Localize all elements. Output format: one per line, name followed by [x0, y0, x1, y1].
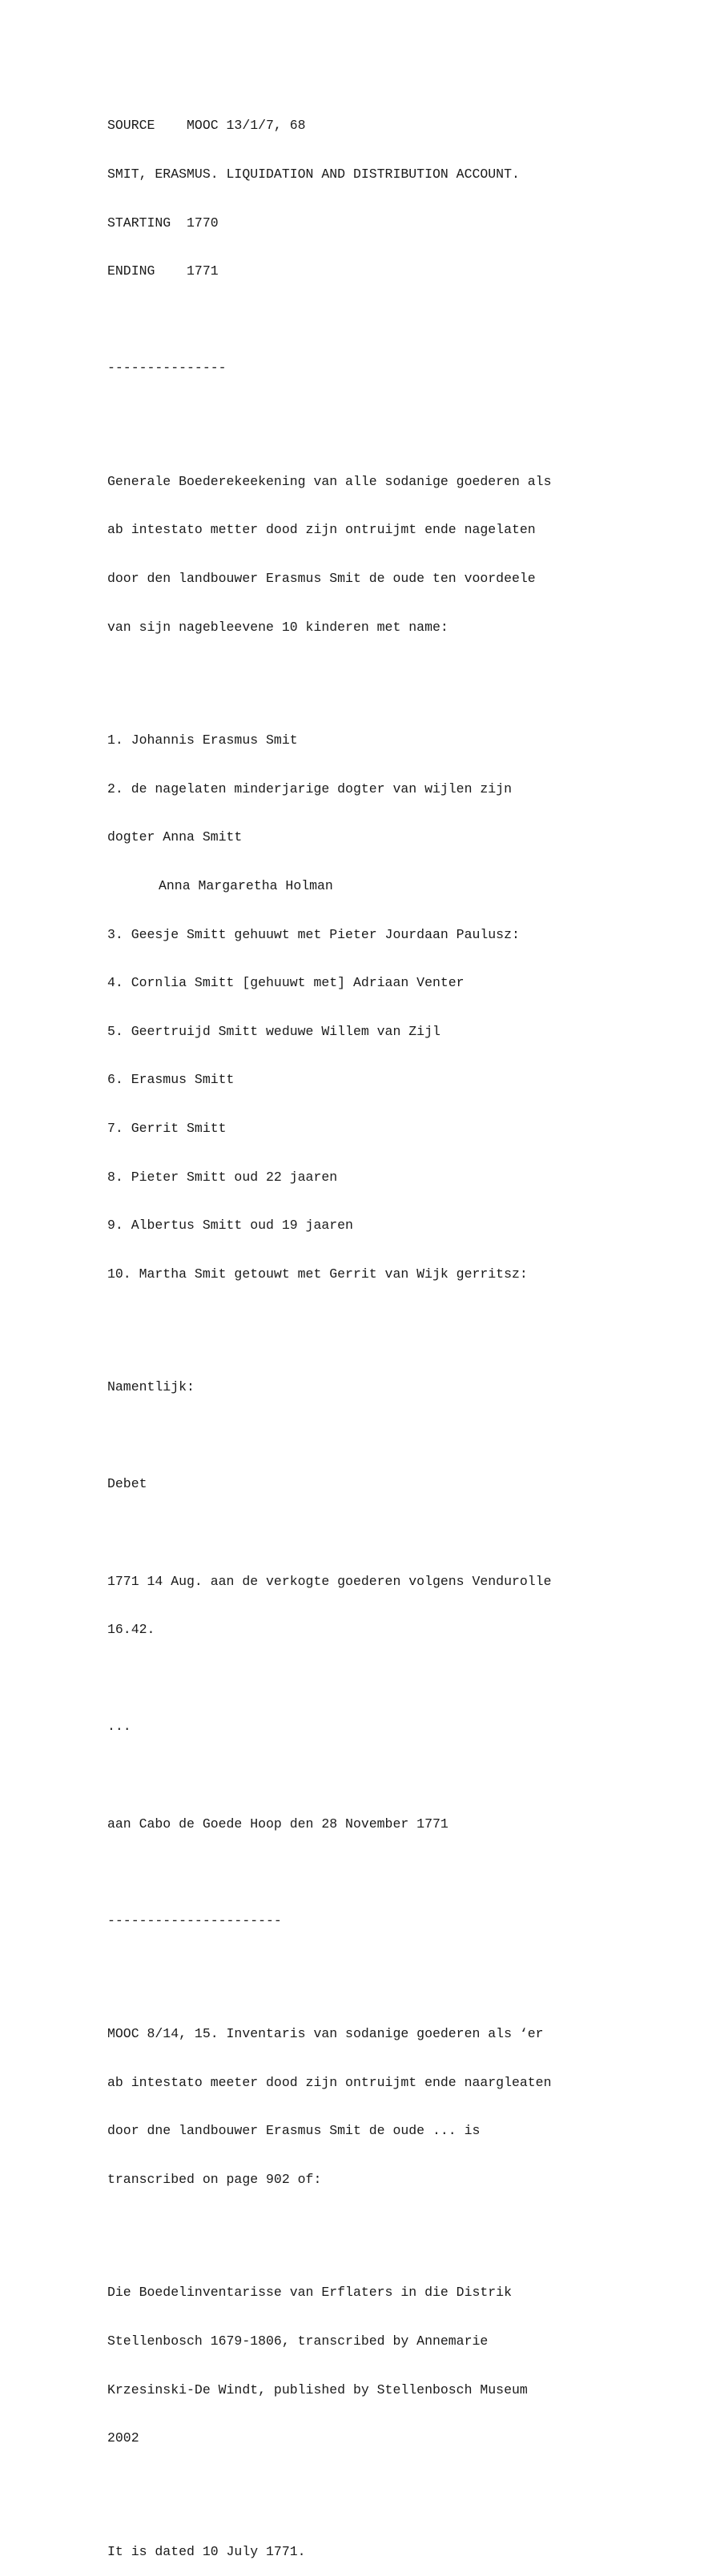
citation-line: Krzesinski-De Windt, published by Stellenbosch Museum: [107, 2381, 528, 2397]
spacer: [107, 1525, 684, 1541]
list-item-continuation: Anna Margaretha Holman: [159, 877, 333, 893]
note-line: MOOC 8/14, 15. Inventaris van sodanige goederen als ‘er: [107, 2026, 544, 2042]
spacer: [107, 1671, 684, 1687]
source-line: SOURCE MOOC 13/1/7, 68: [107, 118, 306, 134]
intro-line: van sijn nagebleevene 10 kinderen met name:: [107, 619, 449, 635]
closing-line: aan Cabo de Goede Hoop den 28 November 1771: [107, 1816, 449, 1832]
list-item: 10. Martha Smit getouwt met Gerrit van Wijk gerritsz:: [107, 1266, 528, 1282]
list-item-continuation: dogter Anna Smitt: [107, 829, 243, 845]
spacer: [107, 409, 684, 425]
citation-line: Die Boedelinventarisse van Erflaters in die Distrik: [107, 2285, 512, 2301]
ellipsis: ...: [107, 1719, 131, 1735]
spacer: [107, 1864, 684, 1880]
spacer: [107, 312, 684, 328]
list-item: 2. de nagelaten minderjarige dogter van wijlen zijn: [107, 780, 512, 796]
debet-heading: Debet: [107, 1476, 147, 1492]
account-divider: ----------------------: [107, 1912, 282, 1928]
list-item: 5. Geertruijd Smitt weduwe Willem van Zijl: [107, 1023, 440, 1039]
list-item: 7. Gerrit Smitt: [107, 1120, 227, 1136]
document-page: [107, 86, 684, 2576]
spacer: [107, 668, 684, 684]
list-item: 1. Johannis Erasmus Smit: [107, 732, 298, 748]
note-line: ab intestato meeter dood zijn ontruijmt ende naargleaten: [107, 2074, 552, 2090]
list-item: 6. Erasmus Smitt: [107, 1072, 235, 1088]
document-title: SMIT, ERASMUS. LIQUIDATION AND DISTRIBUTION ACCOUNT.: [107, 167, 520, 183]
starting-line: STARTING 1770: [107, 215, 219, 231]
namentlijk-label: Namentlijk:: [107, 1379, 195, 1395]
header-divider: ---------------: [107, 360, 227, 376]
spacer: [107, 1314, 684, 1330]
spacer: [107, 2479, 684, 2495]
note-line: transcribed on page 902 of:: [107, 2172, 322, 2188]
intro-line: door den landbouwer Erasmus Smit de oude ten voordeele: [107, 571, 536, 587]
list-item: 8. Pieter Smitt oud 22 jaaren: [107, 1169, 338, 1185]
list-item: 4. Cornlia Smitt [gehuuwt met] Adriaan Venter: [107, 975, 465, 991]
note-line: door dne landbouwer Erasmus Smit de oude ... is: [107, 2123, 481, 2139]
spacer: [107, 1428, 684, 1444]
list-item: 3. Geesje Smitt gehuuwt met Pieter Jourdaan Paulusz:: [107, 926, 520, 942]
debet-entry-continuation: 16.42.: [107, 1622, 155, 1638]
spacer: [107, 2221, 684, 2237]
intro-line: Generale Boederekeekening van alle sodanige goederen als: [107, 473, 552, 489]
dated-line: It is dated 10 July 1771.: [107, 2543, 306, 2559]
intro-line: ab intestato metter dood zijn ontruijmt ende nagelaten: [107, 522, 536, 538]
list-item: 9. Albertus Smitt oud 19 jaaren: [107, 1218, 353, 1234]
spacer: [107, 1767, 684, 1784]
debet-entry: 1771 14 Aug. aan de verkogte goederen volgens Vendurolle: [107, 1573, 552, 1589]
spacer: [107, 1961, 684, 1977]
ending-line: ENDING 1771: [107, 263, 219, 279]
citation-line: Stellenbosch 1679-1806, transcribed by Annemarie: [107, 2333, 489, 2349]
citation-line: 2002: [107, 2430, 139, 2446]
